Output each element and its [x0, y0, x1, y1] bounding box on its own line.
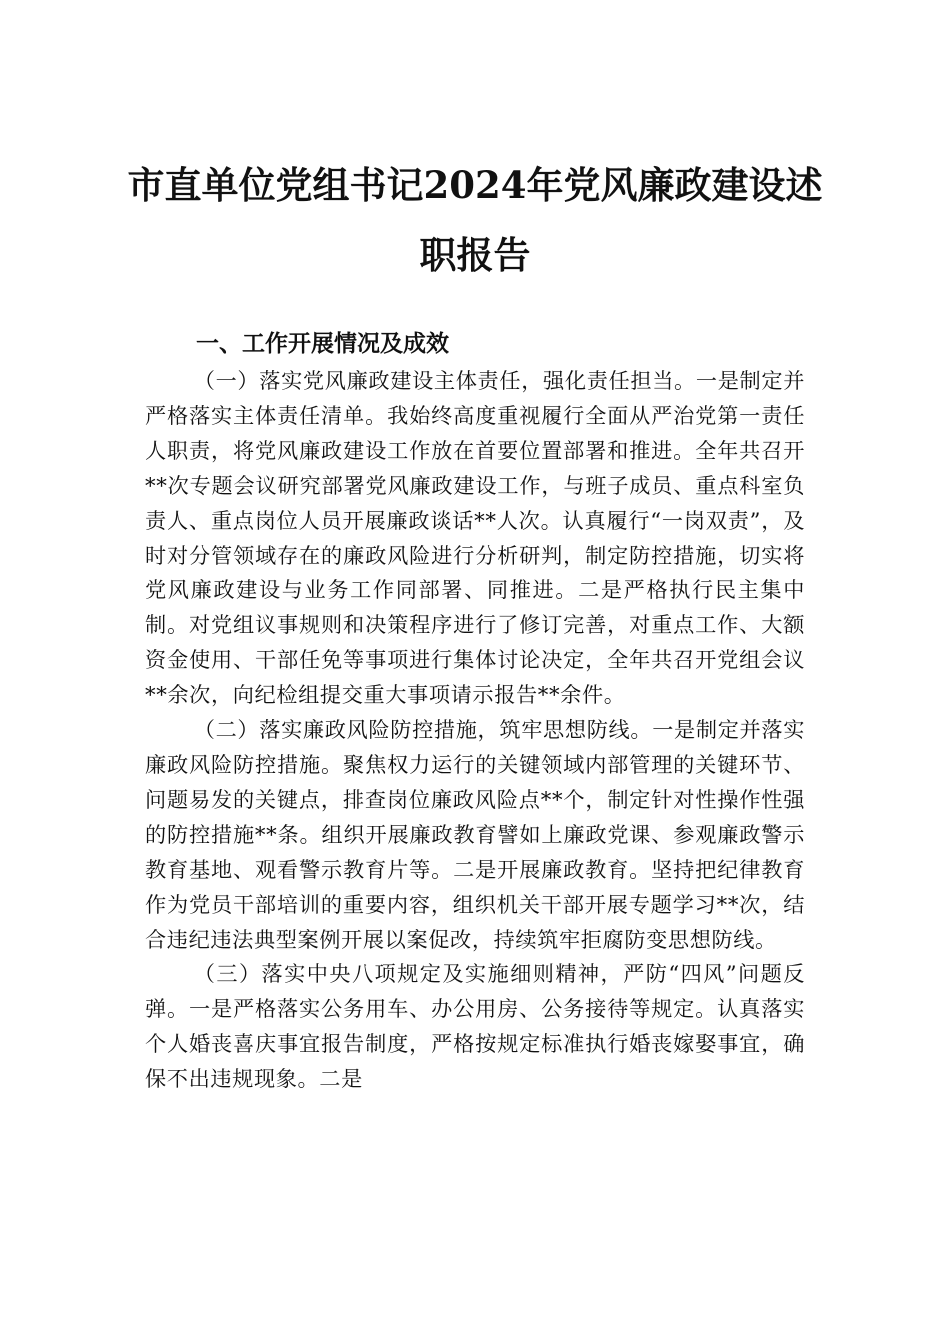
section-heading: 一、工作开展情况及成效 — [196, 331, 449, 357]
document-body — [145, 364, 805, 1097]
document-title-line-2: 职报告 — [419, 233, 531, 277]
document-title-line-1: 市直单位党组书记2024年党风廉政建设述 — [127, 163, 823, 207]
paragraph-1: （一）落实党风廉政建设主体责任，强化责任担当。一是制定并严格落实主体责任清单。我始终高度重视履行全面从严治党第一责任人职责，将党风廉政建设工作放在首要位置部署和推进。全年共召开**次专题会议研究部署党风廉政建设工作，与班子成员、重点科室负责人、重点岗位人员开展廉政谈话**人次。认真履行“一岗双责”，及时对分管领域存在的廉政风险进行分析研判，制定防控措施，切实将党风廉政建设与业务工作同部署、同推进。二是严格执行民主集中制。对党组议事规则和决策程序进行了修订完善，对重点工作、大额资金使用、干部任免等事项进行集体讨论决定，全年共召开党组会议**余次，向纪检组提交重大事项请示报告**余件。 — [145, 368, 805, 708]
paragraph-3: （三）落实中央八项规定及实施细则精神，严防“四风”问题反弹。一是严格落实公务用车、办公用房、公务接待等规定。认真落实个人婚丧喜庆事宜报告制度，严格按规定标准执行婚丧嫁娶事宜，确保不出违规现象。二是 — [145, 961, 805, 1092]
paragraph-2: （二）落实廉政风险防控措施，筑牢思想防线。一是制定并落实廉政风险防控措施。聚焦权力运行的关键领域内部管理的关键环节、问题易发的关键点，排查岗位廉政风险点**个，制定针对性操作性强的防控措施**条。组织开展廉政教育譬如上廉政党课、参观廉政警示教育基地、观看警示教育片等。二是开展廉政教育。坚持把纪律教育作为党员干部培训的重要内容，组织机关干部开展专题学习**次，结合违纪违法典型案例开展以案促改，持续筑牢拒腐防变思想防线。 — [145, 717, 805, 952]
